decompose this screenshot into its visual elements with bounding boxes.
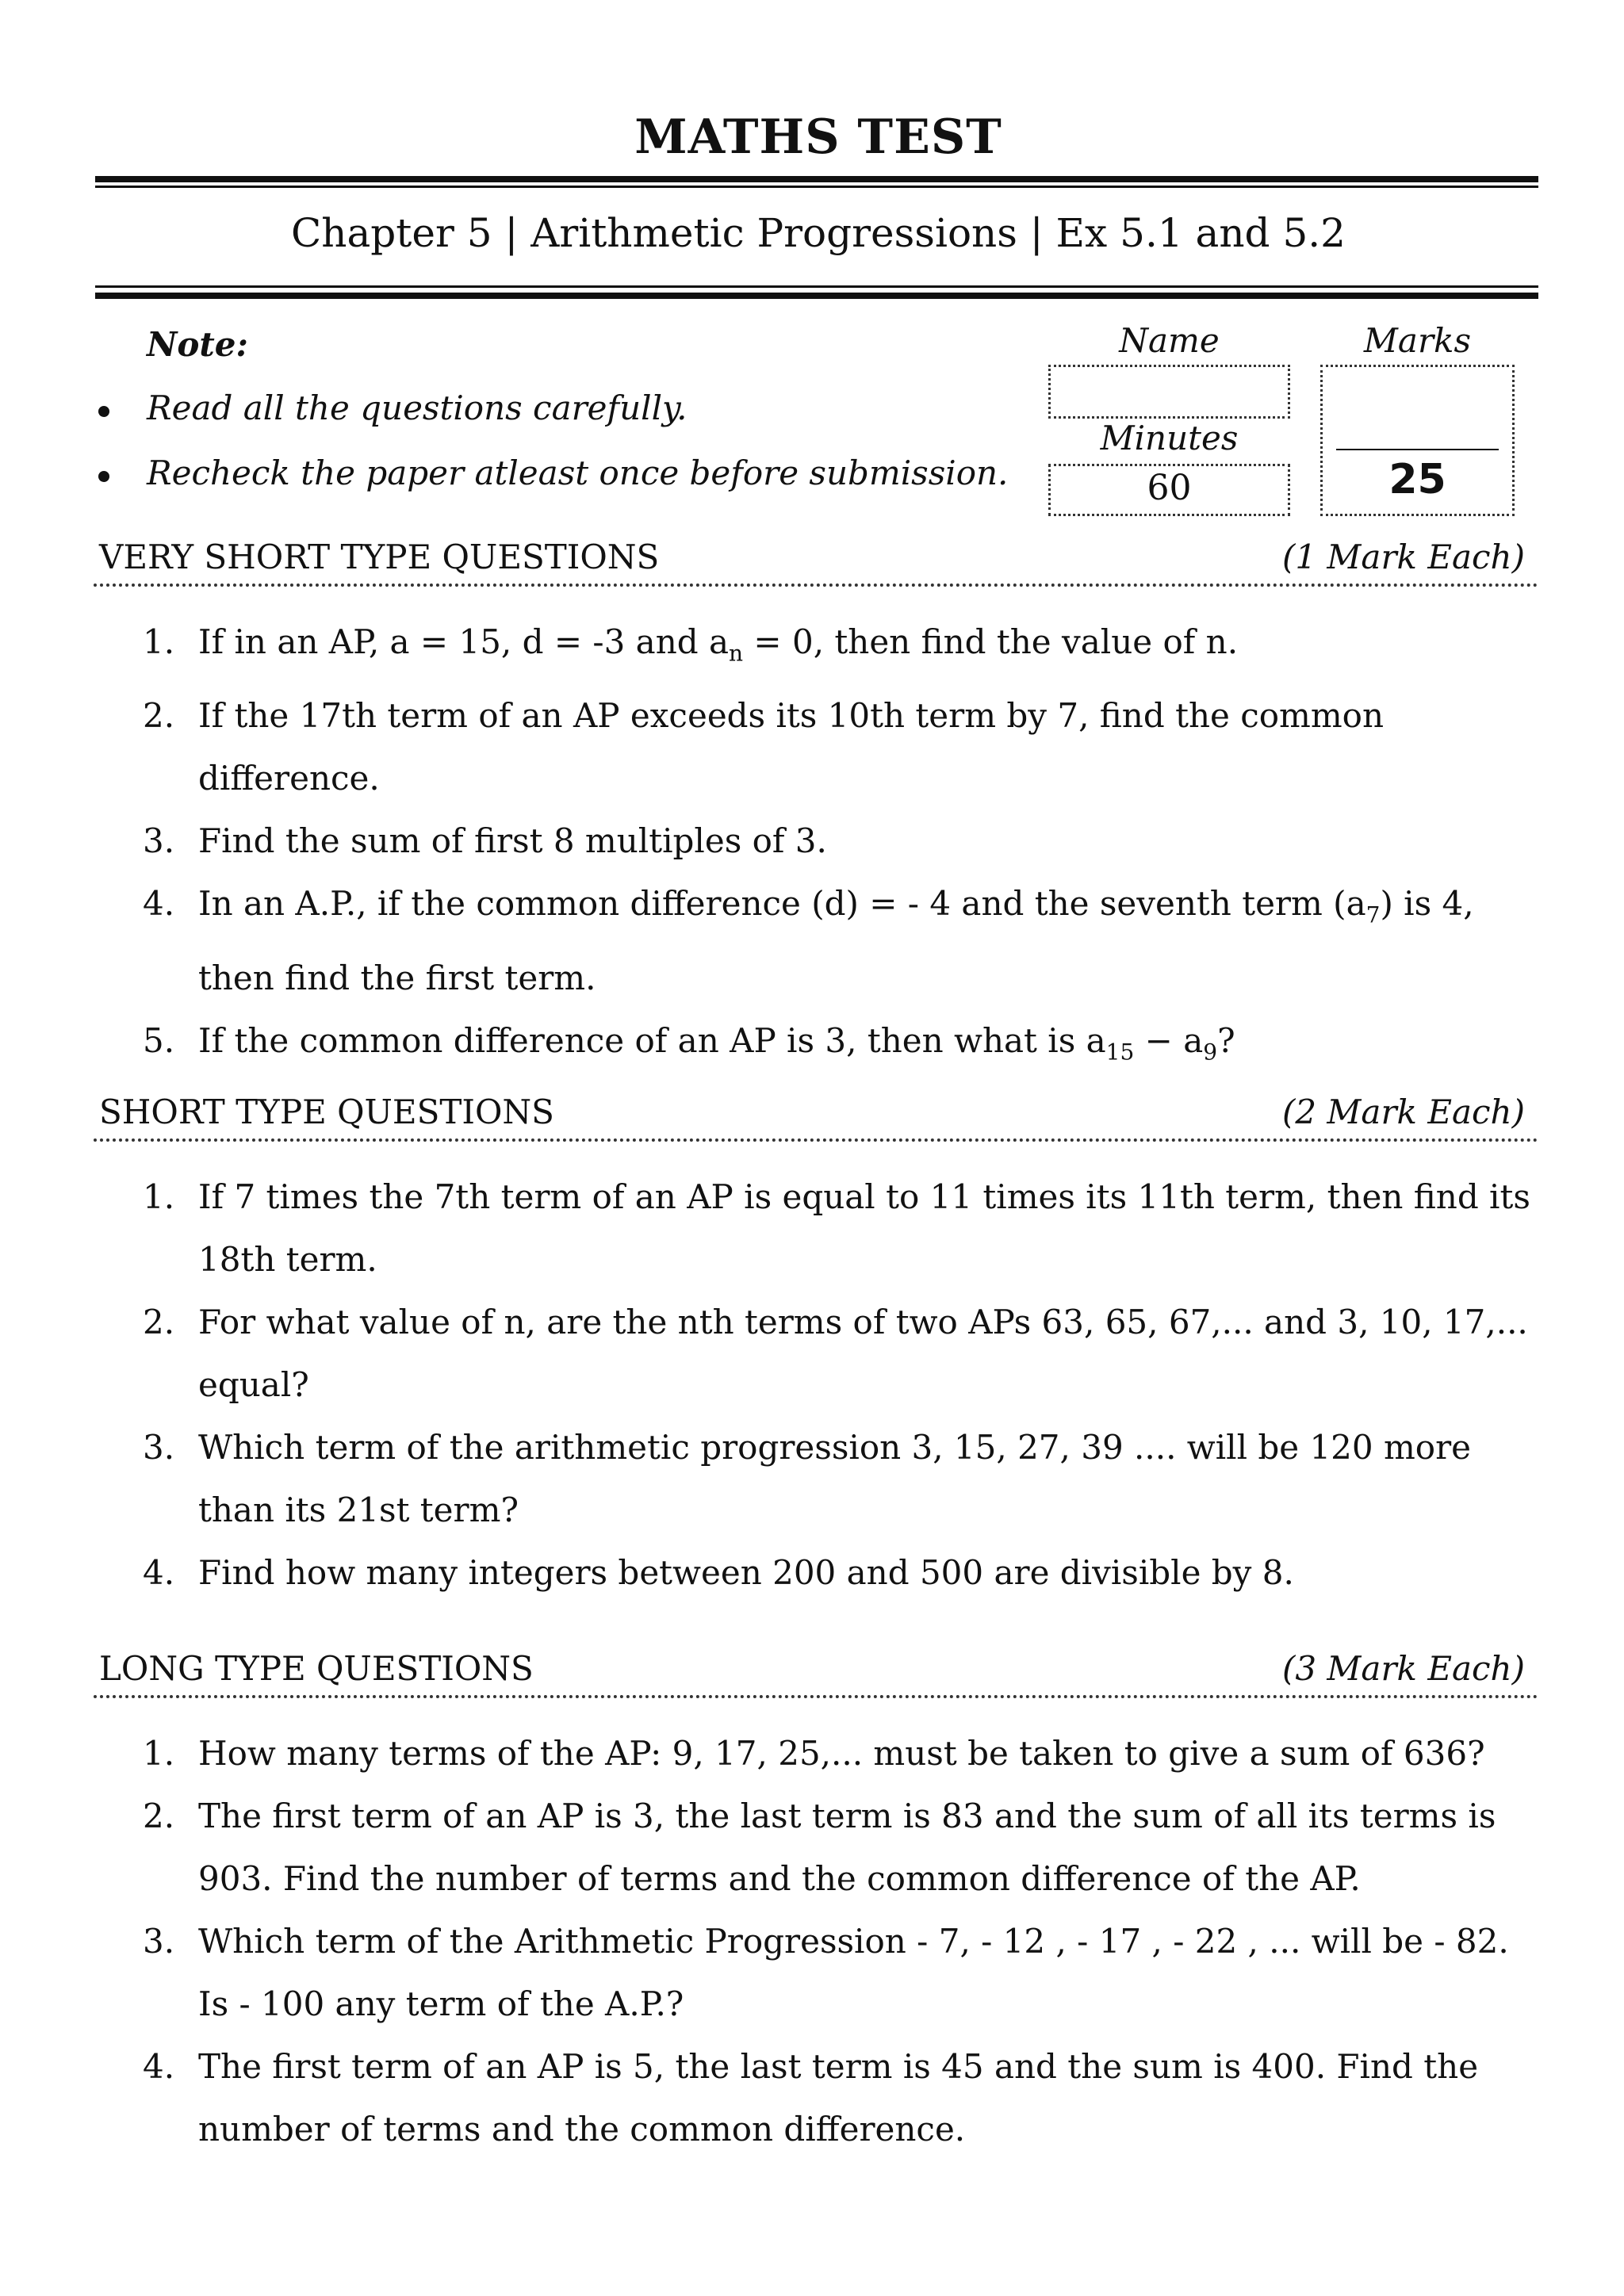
question-number: 1. <box>143 1177 175 1216</box>
question-number: 4. <box>143 2047 175 2086</box>
section-title-short: SHORT TYPE QUESTIONS <box>99 1093 554 1131</box>
question-item <box>143 1785 1538 1910</box>
subscript: 7 <box>1365 901 1381 928</box>
question-number: 5. <box>143 1020 175 1060</box>
question-text: = 0, then find the value of n. <box>743 622 1239 661</box>
question-item <box>143 1009 1538 1083</box>
question-number: 3. <box>143 1922 175 1961</box>
question-number: 2. <box>143 1303 175 1341</box>
section-marks-very-short: (1 Mark Each) <box>1281 538 1525 576</box>
question-text: How many terms of the AP: 9, 17, 25,... must be taken to give a sum of 636? <box>198 1734 1485 1773</box>
question-number: 3. <box>143 1428 175 1467</box>
section-marks-long: (3 Mark Each) <box>1281 1649 1525 1688</box>
question-text: Which term of the arithmetic progression 3, 15, 27, 39 .... will be 120 more than its 21st term? <box>198 1428 1472 1529</box>
page-title: MATHS TEST <box>634 109 1002 165</box>
question-item <box>143 610 1538 684</box>
marks-divider <box>1336 449 1499 450</box>
name-field[interactable] <box>1048 365 1290 419</box>
header-rule-thin <box>95 186 1538 188</box>
question-item <box>143 684 1538 809</box>
question-number: 4. <box>143 884 175 924</box>
question-text: If the 17th term of an AP exceeds its 10th term by 7, find the common difference. <box>198 696 1384 798</box>
question-text: If in an AP, a = 15, d = -3 and a <box>198 622 730 661</box>
question-text: ) is 4, then find the first term. <box>198 884 1474 997</box>
header-rule-thick <box>95 176 1538 182</box>
question-text: − a <box>1134 1020 1204 1060</box>
question-list-long <box>143 1722 1538 2160</box>
marks-label: Marks <box>1363 321 1472 360</box>
question-text: ? <box>1217 1020 1235 1060</box>
question-text: The first term of an AP is 3, the last term is 83 and the sum of all its terms is 903. Find the number of terms and the common difference of the AP. <box>198 1797 1496 1898</box>
question-number: 4. <box>143 1553 175 1592</box>
question-item <box>143 1291 1538 1416</box>
section-divider <box>94 1695 1538 1698</box>
question-text: Which term of the Arithmetic Progression - 7, - 12 , - 17 , - 22 , ... will be - 82. Is - 100 any term of the A.P.? <box>198 1922 1509 2023</box>
question-number: 2. <box>143 696 175 736</box>
question-number: 1. <box>143 1734 175 1773</box>
question-text: Find how many integers between 200 and 500 are divisible by 8. <box>198 1553 1294 1592</box>
chapter-subtitle: Chapter 5 | Arithmetic Progressions | Ex 5.1 and 5.2 <box>291 210 1346 256</box>
question-text: If 7 times the 7th term of an AP is equal to 11 times its 11th term, then find its 18th term. <box>198 1177 1530 1279</box>
question-item <box>143 1910 1538 2035</box>
question-number: 1. <box>143 622 175 661</box>
question-item <box>143 872 1538 1008</box>
question-number: 3. <box>143 821 175 861</box>
name-label: Name <box>1119 321 1220 360</box>
note-item: Read all the questions carefully. <box>95 388 1008 453</box>
subtitle-rule-thin <box>95 285 1538 288</box>
section-divider <box>94 1138 1538 1142</box>
subscript: 9 <box>1203 1039 1218 1066</box>
section-divider <box>94 584 1538 587</box>
minutes-value: 60 <box>1048 464 1290 516</box>
question-list-short <box>143 1165 1538 1604</box>
question-text: In an A.P., if the common difference (d) = - 4 and the seventh term (a <box>198 884 1366 924</box>
question-item <box>143 2035 1538 2160</box>
section-title-very-short: VERY SHORT TYPE QUESTIONS <box>99 538 660 576</box>
question-item <box>143 1722 1538 1785</box>
question-item <box>143 809 1538 872</box>
question-item <box>143 1416 1538 1541</box>
question-text: The first term of an AP is 5, the last term is 45 and the sum is 400. Find the number of terms and the common difference. <box>198 2047 1479 2149</box>
note-item: Recheck the paper atleast once before submission. <box>95 453 1008 519</box>
question-text: Find the sum of first 8 multiples of 3. <box>198 821 827 861</box>
subtitle-rule-thick <box>95 293 1538 299</box>
question-item <box>143 1165 1538 1291</box>
question-item <box>143 1541 1538 1604</box>
minutes-label: Minutes <box>1100 419 1239 457</box>
question-text: For what value of n, are the nth terms of two APs 63, 65, 67,... and 3, 10, 17,... equal? <box>198 1303 1528 1404</box>
section-marks-short: (2 Mark Each) <box>1281 1093 1525 1131</box>
note-heading: Note: <box>147 325 249 364</box>
note-list <box>95 388 1008 519</box>
marks-total: 25 <box>1388 456 1446 503</box>
section-title-long: LONG TYPE QUESTIONS <box>99 1649 534 1688</box>
question-list-very-short <box>143 610 1538 1083</box>
subscript: 15 <box>1105 1039 1135 1066</box>
question-text: If the common difference of an AP is 3, then what is a <box>198 1020 1106 1060</box>
subscript: n <box>729 640 744 667</box>
question-number: 2. <box>143 1797 175 1835</box>
